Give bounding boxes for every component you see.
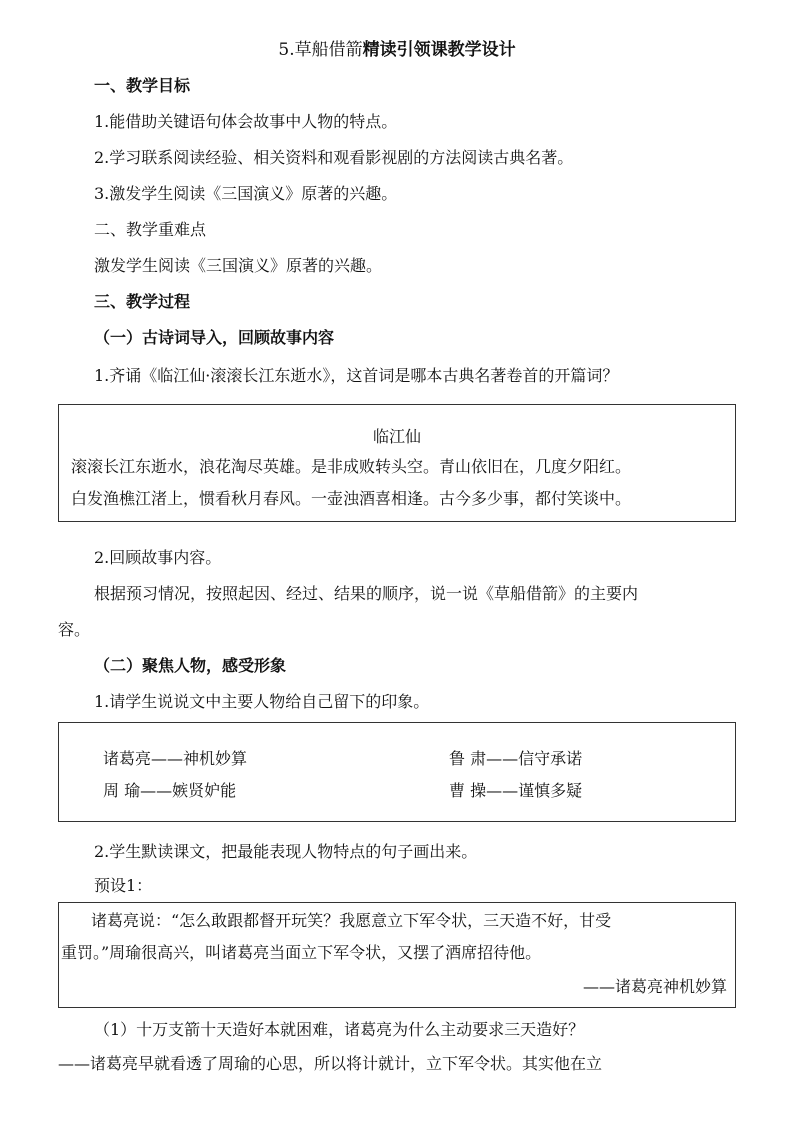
section2-heading: 二、教学重难点 <box>94 220 207 239</box>
part1-text-line-2: 容。 <box>58 620 91 639</box>
sub-answer-1: ——诸葛亮早就看透了周瑜的心思，所以将计就计，立下军令状。其实他在立 <box>58 1054 603 1073</box>
quote-line-2: 重罚。”周瑜很高兴，叫诸葛亮当面立下军令状，又摆了酒席招待他。 <box>61 943 542 962</box>
quote-line-1: 诸葛亮说：“怎么敢跟都督开玩笑？我愿意立下军令状，三天造不好，甘受 <box>91 911 612 930</box>
section3-heading: 三、教学过程 <box>94 292 191 311</box>
title-main: 精读引领课教学设计 <box>362 40 516 60</box>
objective-item-2: 2.学习联系阅读经验、相关资料和观看影视剧的方法阅读古典名著。 <box>94 148 574 167</box>
section2-text: 激发学生阅读《三国演义》原著的兴趣。 <box>94 256 383 275</box>
character-lu-su: 鲁 肃——信守承诺 <box>449 749 583 768</box>
poem-title: 临江仙 <box>372 427 421 446</box>
title-prefix: 5.草船借箭 <box>278 40 363 60</box>
part2-question-2: 2.学生默读课文，把最能表现人物特点的句子画出来。 <box>94 842 478 861</box>
part1-heading: （一）古诗词导入，回顾故事内容 <box>94 328 335 347</box>
page-title <box>0 38 794 62</box>
quote-tag: ——诸葛亮神机妙算 <box>582 977 727 996</box>
poem-box <box>58 404 736 522</box>
character-zhuge-liang: 诸葛亮——神机妙算 <box>103 749 248 768</box>
part1-question-2: 2.回顾故事内容。 <box>94 548 222 567</box>
preset-label: 预设1： <box>94 876 153 895</box>
character-cao-cao: 曹 操——谨慎多疑 <box>449 781 583 800</box>
objective-item-1: 1.能借助关键语句体会故事中人物的特点。 <box>94 112 398 131</box>
part1-question-1: 1.齐诵《临江仙·滚滚长江东逝水》，这首词是哪本古典名著卷首的开篇词？ <box>94 366 619 385</box>
poem-line-2: 白发渔樵江渚上，惯看秋月春风。一壶浊酒喜相逢。古今多少事，都付笑谈中。 <box>71 489 632 508</box>
part1-text-line-1: 根据预习情况，按照起因、经过、结果的顺序，说一说《草船借箭》的主要内 <box>94 584 639 603</box>
objective-item-3: 3.激发学生阅读《三国演义》原著的兴趣。 <box>94 184 398 203</box>
quote-box <box>58 902 736 1008</box>
sub-question-1: （1）十万支箭十天造好本就困难，诸葛亮为什么主动要求三天造好？ <box>94 1020 585 1039</box>
part2-heading: （二）聚焦人物，感受形象 <box>94 656 287 675</box>
character-zhou-yu: 周 瑜——嫉贤妒能 <box>103 781 237 800</box>
character-box <box>58 722 736 822</box>
part2-question-1: 1.请学生说说文中主要人物给自己留下的印象。 <box>94 692 430 711</box>
section1-heading: 一、教学目标 <box>94 76 191 95</box>
poem-line-1: 滚滚长江东逝水，浪花淘尽英雄。是非成败转头空。青山依旧在，几度夕阳红。 <box>71 457 632 476</box>
